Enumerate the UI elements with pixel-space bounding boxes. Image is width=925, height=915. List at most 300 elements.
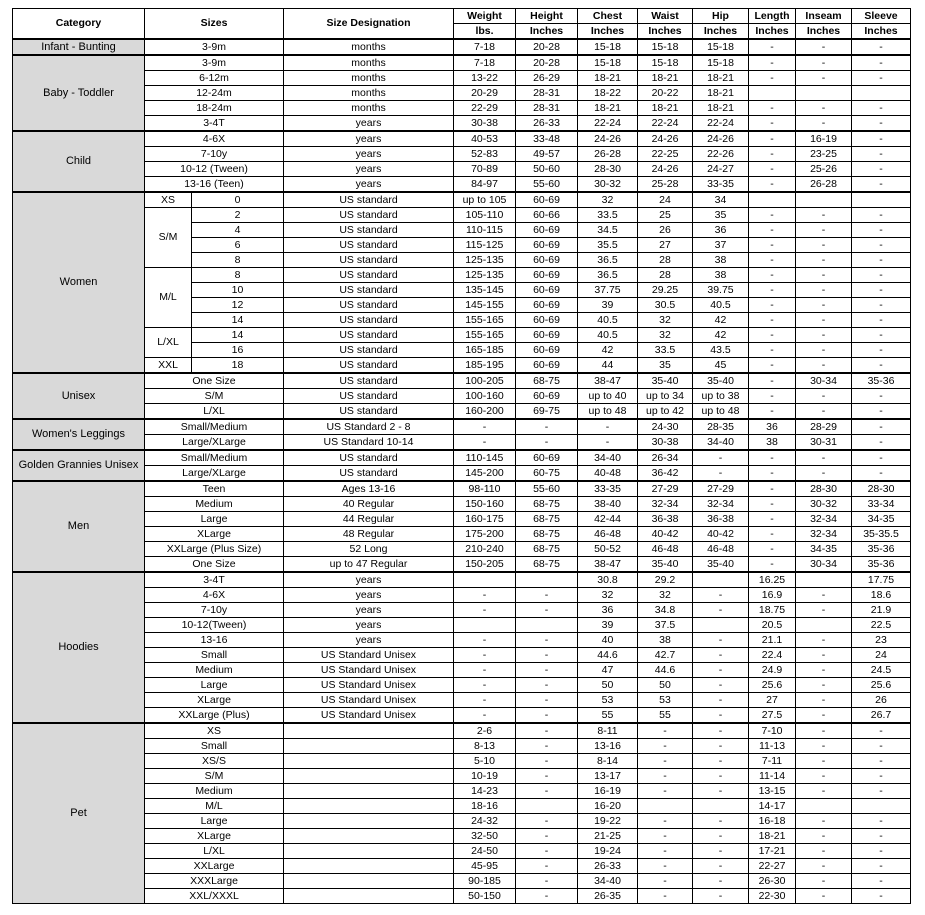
size-chart-container — [12, 8, 911, 904]
hip-cell: 38 — [693, 253, 749, 268]
size-cell: 18-24m — [145, 101, 284, 116]
size-group-cell: XS — [145, 192, 192, 208]
category-cell: Golden Grannies Unisex — [13, 450, 145, 481]
inseam-cell: - — [796, 253, 852, 268]
header-sleeve-unit: Inches — [852, 24, 911, 40]
inseam-cell — [796, 799, 852, 814]
height-cell: - — [516, 588, 578, 603]
length-cell: - — [749, 116, 796, 132]
hip-cell: - — [693, 784, 749, 799]
chest-cell: 13-16 — [578, 739, 638, 754]
weight-cell: 7-18 — [454, 55, 516, 71]
sleeve-cell: - — [852, 101, 911, 116]
height-cell: 50-60 — [516, 162, 578, 177]
inseam-cell: 34-35 — [796, 542, 852, 557]
chest-cell: 15-18 — [578, 39, 638, 55]
size-cell: XS — [145, 723, 284, 739]
chest-cell: 36 — [578, 603, 638, 618]
hip-cell: 34-40 — [693, 435, 749, 451]
chest-cell: 26-33 — [578, 859, 638, 874]
designation-cell: US standard — [284, 238, 454, 253]
length-cell: - — [749, 238, 796, 253]
designation-cell: US standard — [284, 358, 454, 374]
table-row — [13, 814, 911, 829]
sleeve-cell: - — [852, 859, 911, 874]
hip-cell: 18-21 — [693, 101, 749, 116]
length-cell: 38 — [749, 435, 796, 451]
chest-cell: 32 — [578, 588, 638, 603]
hip-cell: - — [693, 874, 749, 889]
inseam-cell: - — [796, 814, 852, 829]
height-cell: 55-60 — [516, 481, 578, 497]
header-length: Length — [749, 9, 796, 24]
designation-cell — [284, 814, 454, 829]
length-cell: 21.1 — [749, 633, 796, 648]
header-sizes: Sizes — [145, 9, 284, 40]
table-row — [13, 829, 911, 844]
height-cell: - — [516, 693, 578, 708]
waist-cell: 28 — [638, 268, 693, 283]
sleeve-cell: 24 — [852, 648, 911, 663]
inseam-cell: - — [796, 678, 852, 693]
hip-cell: 27-29 — [693, 481, 749, 497]
hip-cell: - — [693, 844, 749, 859]
chest-cell: 46-48 — [578, 527, 638, 542]
size-cell: 2 — [192, 208, 284, 223]
table-row — [13, 435, 911, 451]
height-cell: - — [516, 633, 578, 648]
weight-cell: 135-145 — [454, 283, 516, 298]
sleeve-cell: 35-35.5 — [852, 527, 911, 542]
inseam-cell: - — [796, 844, 852, 859]
table-row — [13, 373, 911, 389]
inseam-cell: 28-30 — [796, 481, 852, 497]
designation-cell: US Standard 2 - 8 — [284, 419, 454, 435]
header-waist-unit: Inches — [638, 24, 693, 40]
inseam-cell: - — [796, 298, 852, 313]
header-hip: Hip — [693, 9, 749, 24]
inseam-cell: - — [796, 708, 852, 724]
designation-cell: 48 Regular — [284, 527, 454, 542]
length-cell: - — [749, 542, 796, 557]
hip-cell — [693, 618, 749, 633]
size-cell: XXLarge — [145, 859, 284, 874]
size-cell: 8 — [192, 268, 284, 283]
inseam-cell: - — [796, 603, 852, 618]
hip-cell: up to 48 — [693, 404, 749, 420]
chest-cell: 24-26 — [578, 131, 638, 147]
length-cell: 14-17 — [749, 799, 796, 814]
designation-cell: US standard — [284, 450, 454, 466]
weight-cell: 24-50 — [454, 844, 516, 859]
sleeve-cell: - — [852, 147, 911, 162]
length-cell: 13-15 — [749, 784, 796, 799]
size-cell: 3-4T — [145, 572, 284, 588]
size-cell: 13-16 (Teen) — [145, 177, 284, 193]
designation-cell: 44 Regular — [284, 512, 454, 527]
designation-cell: years — [284, 603, 454, 618]
waist-cell: - — [638, 889, 693, 904]
waist-cell: 33.5 — [638, 343, 693, 358]
waist-cell: 24-30 — [638, 419, 693, 435]
sleeve-cell: - — [852, 238, 911, 253]
size-cell: 12-24m — [145, 86, 284, 101]
sleeve-cell: - — [852, 116, 911, 132]
table-row — [13, 693, 911, 708]
size-cell: 18 — [192, 358, 284, 374]
length-cell: - — [749, 557, 796, 573]
size-chart-table — [12, 8, 911, 904]
height-cell: 60-69 — [516, 313, 578, 328]
length-cell: - — [749, 328, 796, 343]
waist-cell: 27-29 — [638, 481, 693, 497]
designation-cell: US standard — [284, 343, 454, 358]
designation-cell — [284, 784, 454, 799]
length-cell: - — [749, 373, 796, 389]
table-row — [13, 116, 911, 132]
weight-cell: 32-50 — [454, 829, 516, 844]
designation-cell: years — [284, 588, 454, 603]
inseam-cell: 30-34 — [796, 557, 852, 573]
length-cell: 22-27 — [749, 859, 796, 874]
sleeve-cell: - — [852, 328, 911, 343]
chest-cell: 15-18 — [578, 55, 638, 71]
inseam-cell: - — [796, 223, 852, 238]
height-cell: 26-29 — [516, 71, 578, 86]
header-size-designation: Size Designation — [284, 9, 454, 40]
size-cell: S/M — [145, 389, 284, 404]
table-row — [13, 86, 911, 101]
table-row — [13, 268, 911, 283]
weight-cell: 155-165 — [454, 313, 516, 328]
length-cell: 27.5 — [749, 708, 796, 724]
sleeve-cell: 24.5 — [852, 663, 911, 678]
length-cell: - — [749, 283, 796, 298]
height-cell: 26-33 — [516, 116, 578, 132]
hip-cell: 24-26 — [693, 131, 749, 147]
chest-cell: up to 40 — [578, 389, 638, 404]
chest-cell: 38-47 — [578, 557, 638, 573]
waist-cell: 38 — [638, 633, 693, 648]
table-row — [13, 769, 911, 784]
waist-cell: 24 — [638, 192, 693, 208]
hip-cell: - — [693, 678, 749, 693]
waist-cell: 32 — [638, 313, 693, 328]
sleeve-cell: - — [852, 814, 911, 829]
designation-cell — [284, 754, 454, 769]
weight-cell: - — [454, 693, 516, 708]
chest-cell: 50-52 — [578, 542, 638, 557]
chest-cell: - — [578, 419, 638, 435]
table-row — [13, 131, 911, 147]
weight-cell: 7-18 — [454, 39, 516, 55]
inseam-cell: - — [796, 648, 852, 663]
height-cell: 60-69 — [516, 238, 578, 253]
weight-cell: 125-135 — [454, 253, 516, 268]
size-cell: 0 — [192, 192, 284, 208]
hip-cell: 42 — [693, 313, 749, 328]
waist-cell: 32-34 — [638, 497, 693, 512]
hip-cell: 37 — [693, 238, 749, 253]
designation-cell: US standard — [284, 268, 454, 283]
waist-cell: - — [638, 814, 693, 829]
weight-cell: 45-95 — [454, 859, 516, 874]
size-cell: XLarge — [145, 693, 284, 708]
hip-cell: 18-21 — [693, 86, 749, 101]
chest-cell: - — [578, 435, 638, 451]
waist-cell — [638, 799, 693, 814]
size-cell: 16 — [192, 343, 284, 358]
designation-cell: US Standard Unisex — [284, 708, 454, 724]
chest-cell: 8-11 — [578, 723, 638, 739]
length-cell: - — [749, 343, 796, 358]
weight-cell: - — [454, 435, 516, 451]
waist-cell: - — [638, 739, 693, 754]
sleeve-cell: 26 — [852, 693, 911, 708]
length-cell: 25.6 — [749, 678, 796, 693]
sleeve-cell: - — [852, 754, 911, 769]
weight-cell: 20-29 — [454, 86, 516, 101]
weight-cell: 185-195 — [454, 358, 516, 374]
hip-cell: 22-26 — [693, 147, 749, 162]
sleeve-cell: - — [852, 253, 911, 268]
chest-cell: 47 — [578, 663, 638, 678]
length-cell: - — [749, 466, 796, 482]
weight-cell: 100-160 — [454, 389, 516, 404]
weight-cell: 160-175 — [454, 512, 516, 527]
designation-cell: US standard — [284, 223, 454, 238]
hip-cell: - — [693, 603, 749, 618]
length-cell: - — [749, 404, 796, 420]
table-header — [13, 9, 911, 40]
height-cell: 60-69 — [516, 298, 578, 313]
height-cell: 68-75 — [516, 497, 578, 512]
waist-cell: 46-48 — [638, 542, 693, 557]
table-row — [13, 663, 911, 678]
header-weight: Weight — [454, 9, 516, 24]
chest-cell: up to 48 — [578, 404, 638, 420]
inseam-cell: 28-29 — [796, 419, 852, 435]
designation-cell: US standard — [284, 253, 454, 268]
hip-cell: 28-35 — [693, 419, 749, 435]
designation-cell: months — [284, 55, 454, 71]
length-cell: - — [749, 389, 796, 404]
designation-cell: months — [284, 101, 454, 116]
inseam-cell: - — [796, 466, 852, 482]
hip-cell: 36-38 — [693, 512, 749, 527]
waist-cell: 32 — [638, 328, 693, 343]
hip-cell — [693, 799, 749, 814]
inseam-cell: - — [796, 889, 852, 904]
designation-cell — [284, 769, 454, 784]
size-cell: XLarge — [145, 527, 284, 542]
header-category: Category — [13, 9, 145, 40]
designation-cell — [284, 799, 454, 814]
sleeve-cell: - — [852, 435, 911, 451]
size-cell: Small — [145, 739, 284, 754]
size-cell: Large — [145, 814, 284, 829]
sleeve-cell: - — [852, 71, 911, 86]
chest-cell: 35.5 — [578, 238, 638, 253]
designation-cell: US standard — [284, 466, 454, 482]
sleeve-cell: - — [852, 769, 911, 784]
size-cell: XXLarge (Plus) — [145, 708, 284, 724]
size-cell: Small/Medium — [145, 419, 284, 435]
designation-cell: years — [284, 162, 454, 177]
weight-cell: - — [454, 678, 516, 693]
hip-cell: 15-18 — [693, 55, 749, 71]
designation-cell: years — [284, 147, 454, 162]
length-cell: 24.9 — [749, 663, 796, 678]
waist-cell: 20-22 — [638, 86, 693, 101]
hip-cell: up to 38 — [693, 389, 749, 404]
size-cell: Small — [145, 648, 284, 663]
hip-cell: - — [693, 769, 749, 784]
weight-cell — [454, 572, 516, 588]
chest-cell: 33.5 — [578, 208, 638, 223]
designation-cell: US Standard Unisex — [284, 663, 454, 678]
weight-cell: 40-53 — [454, 131, 516, 147]
designation-cell: US standard — [284, 404, 454, 420]
weight-cell: - — [454, 588, 516, 603]
waist-cell: 28 — [638, 253, 693, 268]
category-cell: Unisex — [13, 373, 145, 419]
designation-cell: Ages 13-16 — [284, 481, 454, 497]
height-cell: 60-69 — [516, 358, 578, 374]
table-row — [13, 192, 911, 208]
sleeve-cell — [852, 86, 911, 101]
weight-cell: 10-19 — [454, 769, 516, 784]
size-cell: 3-9m — [145, 55, 284, 71]
length-cell: - — [749, 313, 796, 328]
designation-cell — [284, 723, 454, 739]
designation-cell — [284, 829, 454, 844]
sleeve-cell: 18.6 — [852, 588, 911, 603]
length-cell: - — [749, 208, 796, 223]
size-cell: 14 — [192, 313, 284, 328]
sleeve-cell: 35-36 — [852, 373, 911, 389]
waist-cell: 35-40 — [638, 557, 693, 573]
length-cell: - — [749, 497, 796, 512]
designation-cell: years — [284, 633, 454, 648]
chest-cell: 33-35 — [578, 481, 638, 497]
hip-cell: - — [693, 723, 749, 739]
waist-cell: 15-18 — [638, 55, 693, 71]
height-cell: - — [516, 723, 578, 739]
waist-cell: 37.5 — [638, 618, 693, 633]
category-cell: Pet — [13, 723, 145, 904]
inseam-cell: - — [796, 633, 852, 648]
chest-cell: 19-24 — [578, 844, 638, 859]
table-row — [13, 358, 911, 374]
waist-cell: - — [638, 723, 693, 739]
size-cell: XXLarge (Plus Size) — [145, 542, 284, 557]
size-cell: 10 — [192, 283, 284, 298]
length-cell: - — [749, 101, 796, 116]
hip-cell: 42 — [693, 328, 749, 343]
sleeve-cell: - — [852, 208, 911, 223]
designation-cell: US standard — [284, 192, 454, 208]
height-cell: - — [516, 708, 578, 724]
chest-cell: 42 — [578, 343, 638, 358]
height-cell: - — [516, 889, 578, 904]
waist-cell: 22-24 — [638, 116, 693, 132]
hip-cell: - — [693, 889, 749, 904]
sleeve-cell: 21.9 — [852, 603, 911, 618]
height-cell: 20-28 — [516, 39, 578, 55]
designation-cell — [284, 844, 454, 859]
size-cell: 6-12m — [145, 71, 284, 86]
weight-cell: 30-38 — [454, 116, 516, 132]
hip-cell: - — [693, 450, 749, 466]
height-cell: 33-48 — [516, 131, 578, 147]
inseam-cell: - — [796, 663, 852, 678]
size-cell: Medium — [145, 497, 284, 512]
hip-cell: - — [693, 633, 749, 648]
chest-cell: 32 — [578, 192, 638, 208]
designation-cell: years — [284, 177, 454, 193]
size-cell: 7-10y — [145, 603, 284, 618]
table-row — [13, 557, 911, 573]
height-cell: - — [516, 678, 578, 693]
weight-cell: 125-135 — [454, 268, 516, 283]
length-cell: 16.25 — [749, 572, 796, 588]
chest-cell: 55 — [578, 708, 638, 724]
size-cell: XS/S — [145, 754, 284, 769]
hip-cell: 46-48 — [693, 542, 749, 557]
sleeve-cell: - — [852, 358, 911, 374]
sleeve-cell: - — [852, 298, 911, 313]
designation-cell: US Standard 10-14 — [284, 435, 454, 451]
inseam-cell: 25-26 — [796, 162, 852, 177]
waist-cell: 26-34 — [638, 450, 693, 466]
size-cell: XXL/XXXL — [145, 889, 284, 904]
chest-cell: 16-20 — [578, 799, 638, 814]
category-cell: Baby - Toddler — [13, 55, 145, 131]
weight-cell: 13-22 — [454, 71, 516, 86]
height-cell: 28-31 — [516, 86, 578, 101]
table-row — [13, 328, 911, 343]
inseam-cell: - — [796, 874, 852, 889]
table-row — [13, 678, 911, 693]
hip-cell: 22-24 — [693, 116, 749, 132]
table-row — [13, 889, 911, 904]
inseam-cell — [796, 572, 852, 588]
weight-cell: 175-200 — [454, 527, 516, 542]
designation-cell: months — [284, 71, 454, 86]
height-cell: 60-69 — [516, 450, 578, 466]
height-cell: 60-66 — [516, 208, 578, 223]
length-cell: - — [749, 71, 796, 86]
height-cell: - — [516, 648, 578, 663]
header-weight-unit: lbs. — [454, 24, 516, 40]
designation-cell: 52 Long — [284, 542, 454, 557]
designation-cell: 40 Regular — [284, 497, 454, 512]
inseam-cell: 16-19 — [796, 131, 852, 147]
table-row — [13, 481, 911, 497]
length-cell: 18.75 — [749, 603, 796, 618]
inseam-cell — [796, 618, 852, 633]
weight-cell: - — [454, 419, 516, 435]
length-cell: - — [749, 253, 796, 268]
waist-cell: 27 — [638, 238, 693, 253]
length-cell: - — [749, 512, 796, 527]
inseam-cell: - — [796, 101, 852, 116]
weight-cell: 50-150 — [454, 889, 516, 904]
length-cell: 26-30 — [749, 874, 796, 889]
hip-cell: - — [693, 693, 749, 708]
waist-cell: 29.25 — [638, 283, 693, 298]
